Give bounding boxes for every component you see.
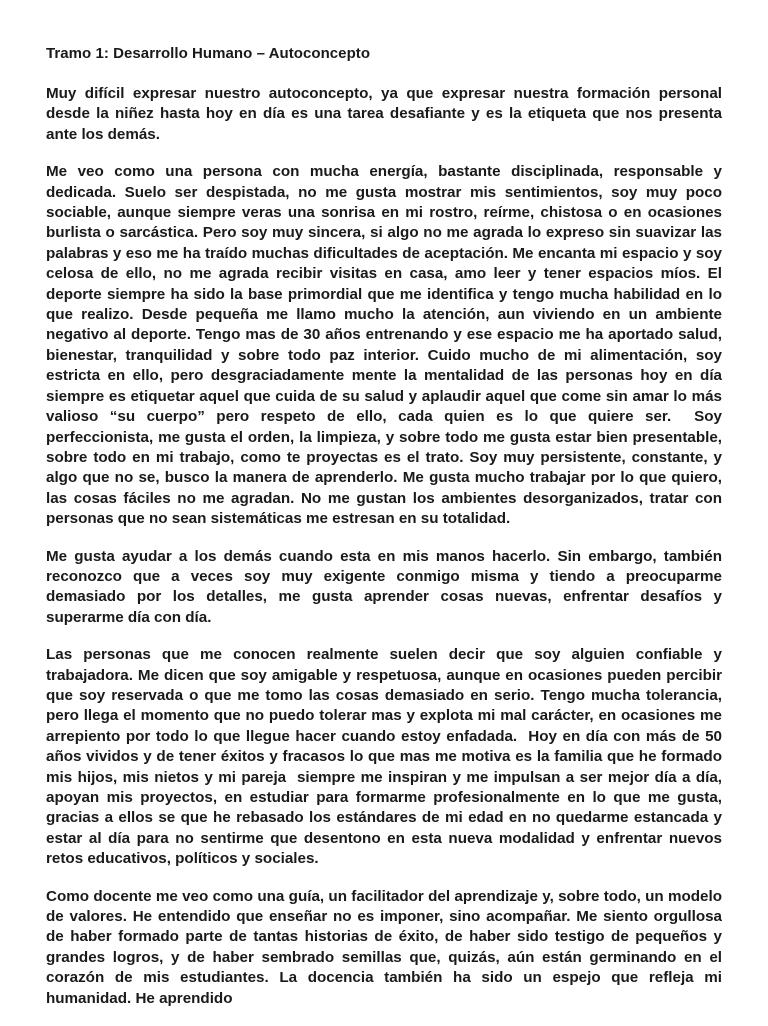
- paragraph-how-others-see-me: Las personas que me conocen realmente suelen decir que soy alguien confiable y trabajadora. Me dicen que soy amigable y respetuosa, aunque en ocasiones pueden percibir que soy reservada o que me tomo las cosas demasiado en serio. Tengo mucha tolerancia, pero llega el momento que no puedo tolerar mas y explota mi mal carácter, en ocasiones me arrepiento por todo lo que llegue hacer cuando estoy enfadada. Hoy en día con más de 50 años vividos y de tener éxitos y fracasos lo que mas me motiva es la familia que he formado mis hijos, mis nietos y mi pareja siempre me inspiran y me impulsan a ser mejor día a día, apoyan mis proyectos, en estudiar para formarme profesionalmente en lo que me gusta, gracias a ellos se que he rebasado los estándares de mi edad en no quedarme estancada y estar al día para no sentirme que desentono en esta nueva modalidad y enfrentar nuevos retos educativos, políticos y sociales.: [46, 646, 727, 868]
- document-page: [46, 44, 727, 1026]
- paragraph-intro: Muy difícil expresar nuestro autoconcepto, ya que expresar nuestra formación personal desde la niñez hasta hoy en día es una tarea desafiante y es la etiqueta que nos presenta ante los demás.: [46, 85, 727, 143]
- document-title: Tramo 1: Desarrollo Humano – Autoconcepto: [46, 45, 371, 62]
- paragraph-helping-others: Me gusta ayudar a los demás cuando esta en mis manos hacerlo. Sin embargo, también reconozco que a veces soy muy exigente conmigo misma y tiendo a preocuparme demasiado por los detalles, me gusta aprender cosas nuevas, enfrentar desafíos y superarme día con día.: [46, 547, 727, 626]
- paragraph-as-teacher: Como docente me veo como una guía, un facilitador del aprendizaje y, sobre todo, un modelo de valores. He entendido que enseñar no es imponer, sino acompañar. Me siento orgullosa de haber formado parte de tantas historias de éxito, de haber sido testigo de pequeños y grandes logros, y de haber sembrado semillas que, quizás, aún están germinando en el corazón de mis estudiantes. La docencia también ha sido un espejo que refleja mi humanidad. He aprendido: [46, 887, 727, 1007]
- paragraph-self-description: Me veo como una persona con mucha energía, bastante disciplinada, responsable y dedicada. Suelo ser despistada, no me gusta mostrar mis sentimientos, soy muy poco sociable, aunque siempre veras una sonrisa en mi rostro, reírme, chistosa o en ocasiones burlista o sarcástica. Pero soy muy sincera, si algo no me agrada lo expreso sin suavizar las palabras y eso me ha traído muchas dificultades de aceptación. Me encanta mi espacio y soy celosa de ello, no me agrada recibir visitas en casa, amo leer y tener espacios míos. El deporte siempre ha sido la base primordial que me identifica y tengo mucha habilidad en lo que realizo. Desde pequeña me llamo mucho la atención, aun viviendo en un ambiente negativo al deporte. Tengo mas de 30 años entrenando y ese espacio me ha aportado salud, bienestar, tranquilidad y sobre todo paz interior. Cuido mucho de mi alimentación, soy estricta en ello, pero desgraciadamente mente la mentalidad de las personas hoy en día siempre es etiquetar aquel que cuida de su salud y aplaudir aquel que come sin amar lo más valioso “su cuerpo” pero respeto de ello, cada quien es lo que quiere ser. Soy perfeccionista, me gusta el orden, la limpieza, y sobre todo me gusta estar bien presentable, sobre todo en mi trabajo, como te proyectas es el trato. Soy muy persistente, constante, y algo que no se, busco la manera de aprenderlo. Me gusta mucho trabajar por lo que quiero, las cosas fáciles no me agradan. No me gustan los ambientes desorganizados, tratar con personas que no sean sistemáticas me estresan en su totalidad.: [46, 163, 727, 528]
